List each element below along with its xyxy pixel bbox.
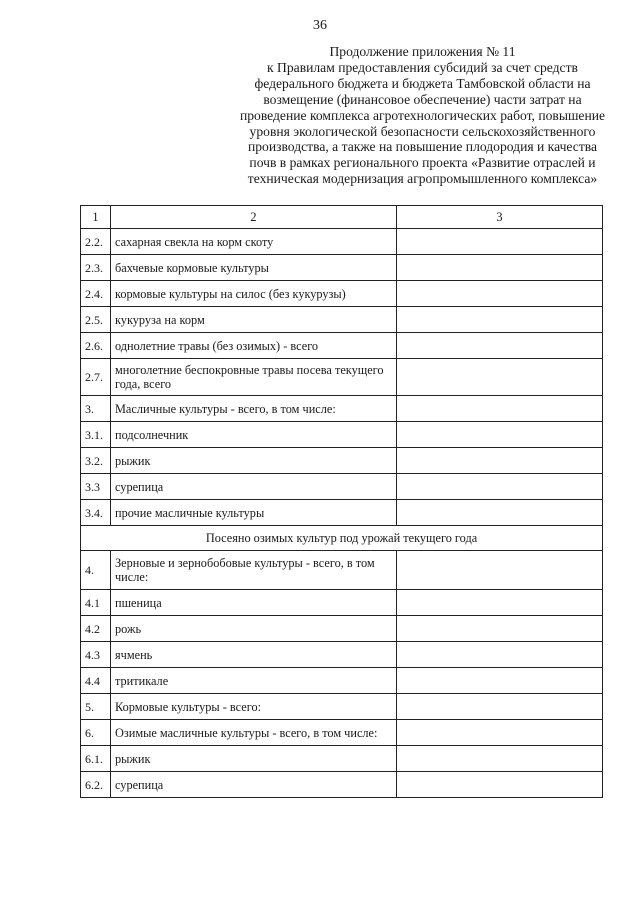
table-row (81, 359, 603, 396)
table-row (81, 746, 603, 772)
row-label: Озимые масличные культуры - всего, в том числе: (111, 720, 397, 746)
row-value (397, 255, 603, 281)
header-cell-3: 3 (397, 206, 603, 229)
table-row (81, 307, 603, 333)
row-number: 4.3 (81, 642, 111, 668)
row-value (397, 668, 603, 694)
row-value (397, 694, 603, 720)
table-row (81, 281, 603, 307)
row-label: однолетние травы (без озимых) - всего (111, 333, 397, 359)
row-number: 4.1 (81, 590, 111, 616)
row-number: 5. (81, 694, 111, 720)
row-label: рыжик (111, 746, 397, 772)
row-value (397, 616, 603, 642)
header-line: возмещение (финансовое обеспечение) части затрат на (263, 91, 582, 107)
row-number: 4.4 (81, 668, 111, 694)
row-label: тритикале (111, 668, 397, 694)
row-label: сурепица (111, 772, 397, 798)
row-label: прочие масличные культуры (111, 500, 397, 526)
row-number: 2.3. (81, 255, 111, 281)
table-row (81, 422, 603, 448)
header-line: уровня экологической безопасности сельскохозяйственного (249, 123, 596, 139)
table-row (81, 474, 603, 500)
row-value (397, 720, 603, 746)
row-label: рожь (111, 616, 397, 642)
row-label: рыжик (111, 448, 397, 474)
header-line: производства, а также на повышение плодородия и качества (247, 139, 598, 155)
section-title: Посеяно озимых культур под урожай текущего года (81, 526, 603, 551)
row-label: подсолнечник (111, 422, 397, 448)
row-value (397, 333, 603, 359)
row-value (397, 229, 603, 255)
header-line: к Правилам предоставления субсидий за счет средств (267, 59, 578, 75)
appendix-header (230, 44, 615, 187)
row-number: 2.5. (81, 307, 111, 333)
row-number: 3. (81, 396, 111, 422)
table-row (81, 500, 603, 526)
table-row (81, 396, 603, 422)
row-label: Зерновые и зернобобовые культуры - всего, в том числе: (111, 551, 397, 590)
table-row (81, 668, 603, 694)
header-line: почв в рамках регионального проекта «Развитие отраслей и (249, 155, 596, 171)
page-number: 36 (313, 18, 327, 33)
row-label: кормовые культуры на силос (без кукурузы) (111, 281, 397, 307)
row-value (397, 642, 603, 668)
row-value (397, 772, 603, 798)
row-value (397, 551, 603, 590)
row-number: 3.1. (81, 422, 111, 448)
row-label: многолетние беспокровные травы посева текущего года, всего (111, 359, 397, 396)
table-row (81, 255, 603, 281)
header-line: федерального бюджета и бюджета Тамбовской области на (254, 75, 591, 91)
row-label: кукуруза на корм (111, 307, 397, 333)
header-line: Продолжение приложения № 11 (329, 44, 516, 59)
table-header-row (81, 206, 603, 229)
row-value (397, 746, 603, 772)
row-label: пшеница (111, 590, 397, 616)
header-cell-1: 1 (81, 206, 111, 229)
row-value (397, 396, 603, 422)
row-label: сахарная свекла на корм скоту (111, 229, 397, 255)
crops-table (80, 205, 603, 798)
header-line: проведение комплекса агротехнологических работ, повышение (239, 107, 606, 123)
row-label: бахчевые кормовые культуры (111, 255, 397, 281)
row-number: 4. (81, 551, 111, 590)
row-number: 2.7. (81, 359, 111, 396)
row-value (397, 590, 603, 616)
table-row (81, 642, 603, 668)
header-cell-2: 2 (111, 206, 397, 229)
row-value (397, 448, 603, 474)
row-number: 6. (81, 720, 111, 746)
table-row (81, 448, 603, 474)
table-row (81, 772, 603, 798)
row-number: 3.4. (81, 500, 111, 526)
row-label: Масличные культуры - всего, в том числе: (111, 396, 397, 422)
row-number: 2.6. (81, 333, 111, 359)
table-row (81, 720, 603, 746)
row-number: 6.1. (81, 746, 111, 772)
row-value (397, 500, 603, 526)
row-number: 2.2. (81, 229, 111, 255)
row-number: 3.3 (81, 474, 111, 500)
row-number: 6.2. (81, 772, 111, 798)
row-value (397, 422, 603, 448)
row-number: 4.2 (81, 616, 111, 642)
header-line: техническая модернизация агропромышленного комплекса» (247, 171, 598, 187)
row-value (397, 359, 603, 396)
table-row (81, 551, 603, 590)
row-label: ячмень (111, 642, 397, 668)
table-row (81, 694, 603, 720)
table-row (81, 333, 603, 359)
table-row (81, 229, 603, 255)
table-row (81, 590, 603, 616)
row-label: Кормовые культуры - всего: (111, 694, 397, 720)
row-value (397, 281, 603, 307)
row-number: 2.4. (81, 281, 111, 307)
row-value (397, 474, 603, 500)
table-row (81, 616, 603, 642)
row-label: сурепица (111, 474, 397, 500)
row-number: 3.2. (81, 448, 111, 474)
section-title-row (81, 526, 603, 551)
row-value (397, 307, 603, 333)
